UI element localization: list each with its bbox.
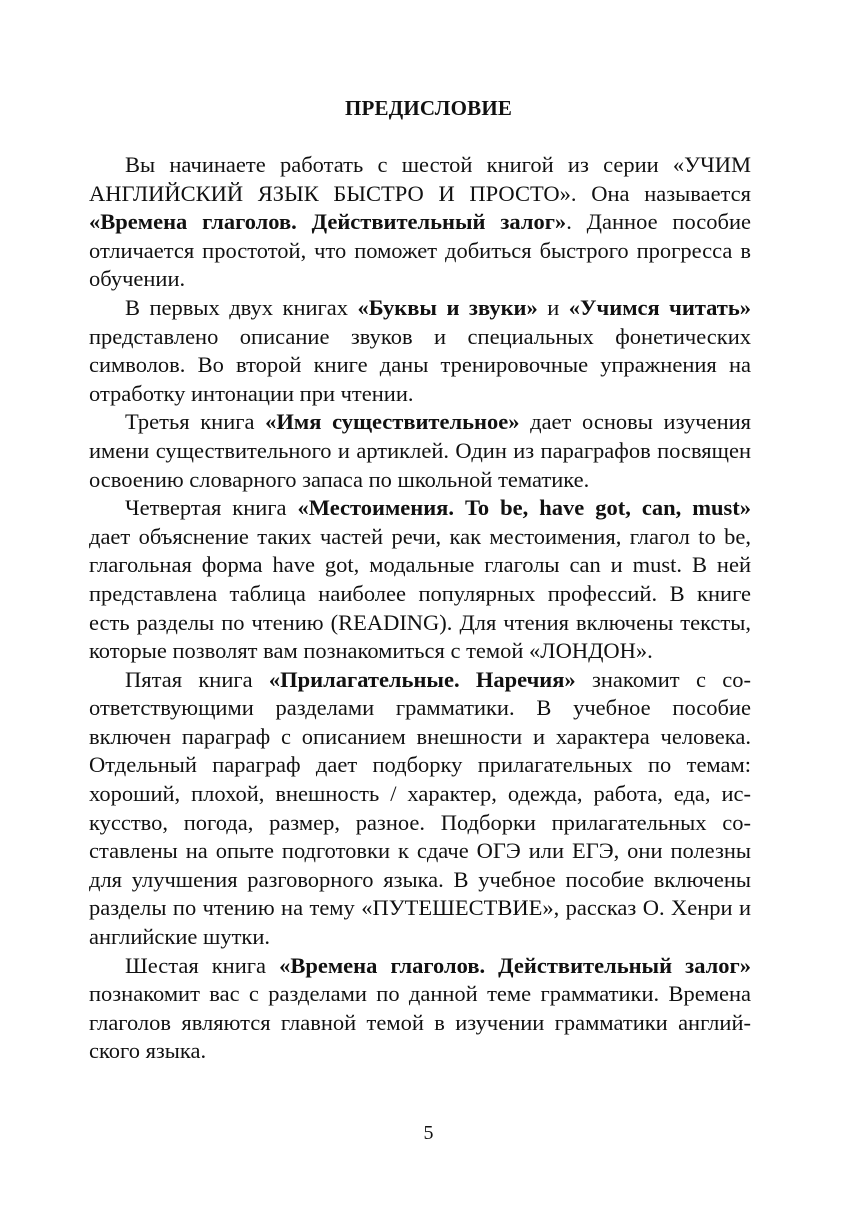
- paragraph-2: [89, 294, 751, 408]
- text-segment: Вы начинаете работать с шестой книгой из серии «УЧИМ АНГЛИЙСКИЙ ЯЗЫК БЫСТРО И ПРОСТО». Она называется: [89, 152, 751, 206]
- preface-text: [89, 151, 751, 1066]
- book-title-bold: «Времена глаголов. Действительный залог»: [279, 952, 751, 978]
- paragraph-3: [89, 408, 751, 494]
- text-segment: Четвертая книга: [125, 495, 298, 521]
- text-segment: Пятая книга: [125, 666, 269, 692]
- text-segment: Шестая книга: [125, 952, 280, 978]
- page-number: 5: [423, 1122, 434, 1144]
- paragraph-5: [89, 666, 751, 952]
- text-segment: дает основы изучения имени существительного и артиклей. Один из параграфов посвящен освоению словарного запаса по школьной тематике.: [89, 409, 751, 492]
- text-segment: представлено описание звуков и специальных фонетических символов. Во второй книге даны тренировочные упражнения на отработку интонации при чтении.: [89, 323, 751, 406]
- paragraph-1: [89, 151, 751, 294]
- book-title-bold: «Учимся читать»: [568, 294, 752, 320]
- text-segment: дает объяснение таких частей речи, как местоимения, глагол to be, глагольная форма have got, модальные глаголы can и must. В ней представлена таблица наиболее популярных профессий. В книге есть разделы по чтению (READING). Для чтения включены тексты, которые позволят вам познакомиться с темой «ЛОНДОН».: [89, 523, 751, 664]
- text-segment: познакомит вас с разделами по данной теме грамматики. Времена глаголов являются главной темой в изучении грамматики английского языка.: [89, 981, 751, 1064]
- book-title-bold: «Времена глаголов. Действительный залог»: [89, 209, 567, 235]
- book-title-bold: «Имя существительное»: [265, 409, 520, 435]
- paragraph-4: [89, 494, 751, 666]
- text-segment: . Данное пособие отличается простотой, что поможет добиться быстрого прогресса в обучении.: [89, 209, 751, 292]
- page-title: ПРЕДИСЛОВИЕ: [344, 96, 513, 120]
- text-segment: Третья книга: [125, 409, 266, 435]
- book-title-bold: «Прилагательные. Наречия»: [268, 666, 576, 692]
- text-segment: и: [537, 294, 569, 320]
- paragraph-6: [89, 952, 751, 1066]
- book-title-bold: «Буквы и звуки»: [357, 294, 538, 320]
- text-segment: В первых двух книгах: [125, 294, 358, 320]
- text-segment: знакомит с соответствующими разделами грамматики. В учебное пособие включен параграф с описанием внешности и характера человека. Отдельный параграф дает подборку прилагательных по темам: хороший, плохой, внешность / характер, одежда, работа, еда, искусство, погода, размер, разное. Подборки прилагательных составлены на опыте подготовки к сдаче ОГЭ или ЕГЭ, они полезны для улучшения разговорного языка. В учебное пособие включены разделы по чтению на тему «ПУТЕШЕСТВИЕ», рассказ О. Хенри и английские шутки.: [89, 666, 751, 950]
- book-title-bold: «Местоимения. To be, have got, can, must»: [297, 495, 751, 521]
